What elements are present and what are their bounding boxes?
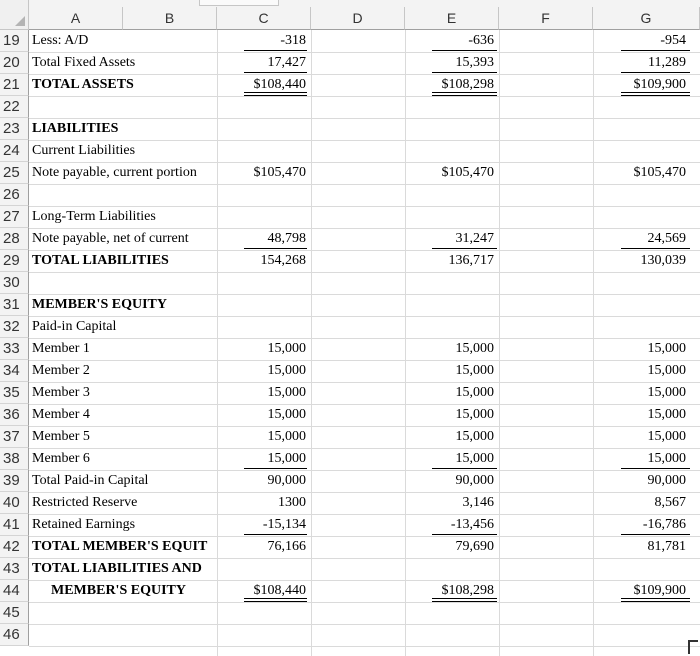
row-gridline — [29, 646, 700, 647]
row-gridline — [29, 602, 700, 603]
accounting-underline — [432, 72, 497, 73]
row-header-33[interactable]: 33 — [0, 338, 29, 360]
ribbon-edge — [29, 0, 700, 7]
cell-value-e[interactable]: 15,000 — [455, 429, 494, 444]
cell-value-e[interactable]: $108,298 — [441, 583, 494, 598]
row-header-41[interactable]: 41 — [0, 514, 29, 536]
row-header-44[interactable]: 44 — [0, 580, 29, 602]
cell-value-g[interactable]: 8,567 — [654, 495, 686, 510]
row-header-22[interactable]: 22 — [0, 96, 29, 118]
row-gridline — [29, 206, 700, 207]
accounting-underline — [244, 468, 307, 469]
cell-value-c[interactable]: 15,000 — [267, 407, 306, 422]
row-header-39[interactable]: 39 — [0, 470, 29, 492]
cell-value-c[interactable]: 15,000 — [267, 385, 306, 400]
row-gridline — [29, 140, 700, 141]
row-header-42[interactable]: 42 — [0, 536, 29, 558]
row-header-23[interactable]: 23 — [0, 118, 29, 140]
row-header-31[interactable]: 31 — [0, 294, 29, 316]
cell-value-g[interactable]: 15,000 — [647, 429, 686, 444]
column-header-d[interactable]: D — [311, 7, 405, 30]
cell-label[interactable]: Total Paid-in Capital — [32, 473, 149, 488]
row-gridline — [29, 470, 700, 471]
accounting-underline — [432, 248, 497, 249]
row-gridline — [29, 228, 700, 229]
cell-value-c[interactable]: 15,000 — [267, 451, 306, 466]
cell-value-c[interactable]: $108,440 — [253, 583, 306, 598]
cell-value-g[interactable]: -16,786 — [642, 517, 686, 532]
cell-value-g[interactable]: 11,289 — [648, 55, 686, 70]
cell-value-c[interactable]: $105,470 — [253, 165, 306, 180]
row-gridline — [29, 426, 700, 427]
cell-value-e[interactable]: 15,000 — [455, 407, 494, 422]
cell-value-g[interactable]: 15,000 — [647, 363, 686, 378]
row-header-36[interactable]: 36 — [0, 404, 29, 426]
row-header-20[interactable]: 20 — [0, 52, 29, 74]
accounting-underline — [621, 248, 690, 249]
row-gridline — [29, 316, 700, 317]
cell-value-c[interactable]: 17,427 — [267, 55, 306, 70]
cell-value-c[interactable]: 90,000 — [267, 473, 306, 488]
row-gridline — [29, 492, 700, 493]
cell-value-e[interactable]: -636 — [468, 33, 494, 48]
accounting-underline — [432, 468, 497, 469]
cell-value-g[interactable]: 90,000 — [647, 473, 686, 488]
cell-label[interactable]: Total Fixed Assets — [32, 55, 136, 70]
cell-value-c[interactable]: -15,134 — [262, 517, 306, 532]
row-gridline — [29, 74, 700, 75]
row-header-25[interactable]: 25 — [0, 162, 29, 184]
double-underline — [621, 598, 690, 602]
row-gridline — [29, 558, 700, 559]
cell-label[interactable]: Retained Earnings — [32, 517, 136, 532]
accounting-underline — [432, 534, 497, 535]
column-gridline — [311, 30, 312, 656]
cell-value-e[interactable]: 15,000 — [455, 385, 494, 400]
column-header-f[interactable]: F — [499, 7, 593, 30]
row-header-29[interactable]: 29 — [0, 250, 29, 272]
ribbon-tab-edge — [199, 0, 279, 6]
row-header-35[interactable]: 35 — [0, 382, 29, 404]
accounting-underline — [244, 534, 307, 535]
cell-value-e[interactable]: 15,393 — [455, 55, 494, 70]
select-all-button[interactable] — [0, 0, 29, 30]
cell-value-e[interactable]: $108,298 — [441, 77, 494, 92]
row-gridline — [29, 162, 700, 163]
row-header-19[interactable]: 19 — [0, 30, 29, 52]
row-header-40[interactable]: 40 — [0, 492, 29, 514]
cell-label[interactable]: Member 6 — [32, 451, 90, 466]
row-header-21[interactable]: 21 — [0, 74, 29, 96]
row-header-24[interactable]: 24 — [0, 140, 29, 162]
select-all-triangle-icon — [15, 16, 25, 26]
double-underline — [244, 92, 307, 96]
cell-label[interactable]: Paid-in Capital — [32, 319, 117, 334]
cell-label[interactable]: TOTAL MEMBER'S EQUIT — [32, 539, 208, 554]
row-gridline — [29, 404, 700, 405]
accounting-underline — [621, 534, 690, 535]
row-gridline — [29, 514, 700, 515]
double-underline — [432, 598, 497, 602]
row-header-37[interactable]: 37 — [0, 426, 29, 448]
cell-value-g[interactable]: $105,470 — [633, 165, 686, 180]
row-gridline — [29, 360, 700, 361]
cell-value-e[interactable]: 15,000 — [455, 341, 494, 356]
row-gridline — [29, 272, 700, 273]
cell-label[interactable]: Long-Term Liabilities — [32, 209, 156, 224]
column-gridline — [499, 30, 500, 656]
cell-value-g[interactable]: 15,000 — [647, 385, 686, 400]
column-header-e[interactable]: E — [405, 7, 499, 30]
row-header-27[interactable]: 27 — [0, 206, 29, 228]
cell-value-e[interactable]: $105,470 — [441, 165, 494, 180]
cell-value-e[interactable]: 79,690 — [455, 539, 494, 554]
cell-value-c[interactable]: -318 — [280, 33, 306, 48]
row-gridline — [29, 536, 700, 537]
cell-value-c[interactable]: 154,268 — [260, 253, 306, 268]
cell-label[interactable]: Less: A/D — [32, 33, 89, 48]
cell-label[interactable]: Member 3 — [32, 385, 90, 400]
row-header-46[interactable]: 46 — [0, 624, 29, 646]
cell-value-c[interactable]: $108,440 — [253, 77, 306, 92]
cell-value-g[interactable]: 24,569 — [647, 231, 686, 246]
cell-label[interactable]: MEMBER'S EQUITY — [51, 583, 186, 598]
column-header-c[interactable]: C — [217, 7, 311, 30]
cell-label[interactable]: Member 1 — [32, 341, 90, 356]
column-header-a[interactable]: A — [29, 7, 123, 30]
cell-value-e[interactable]: 15,000 — [455, 451, 494, 466]
row-header-30[interactable]: 30 — [0, 272, 29, 294]
row-header-45[interactable]: 45 — [0, 602, 29, 624]
accounting-underline — [244, 50, 307, 51]
row-header-38[interactable]: 38 — [0, 448, 29, 470]
row-header-43[interactable]: 43 — [0, 558, 29, 580]
cell-value-g[interactable]: 81,781 — [647, 539, 686, 554]
cell-value-g[interactable]: $109,900 — [633, 77, 686, 92]
double-underline — [621, 92, 690, 96]
cell-value-c[interactable]: 15,000 — [267, 363, 306, 378]
cell-label[interactable]: Member 2 — [32, 363, 90, 378]
cell-value-e[interactable]: 3,146 — [462, 495, 494, 510]
row-gridline — [29, 624, 700, 625]
cell-value-e[interactable]: 136,717 — [448, 253, 494, 268]
row-header-26[interactable]: 26 — [0, 184, 29, 206]
cell-label[interactable]: Member 4 — [32, 407, 90, 422]
cell-label[interactable]: Member 5 — [32, 429, 90, 444]
row-header-28[interactable]: 28 — [0, 228, 29, 250]
row-gridline — [29, 580, 700, 581]
cell-label[interactable]: MEMBER'S EQUITY — [32, 297, 167, 312]
cell-value-c[interactable]: 48,798 — [267, 231, 306, 246]
cell-value-g[interactable]: 15,000 — [647, 451, 686, 466]
double-underline — [432, 92, 497, 96]
cell-value-e[interactable]: 90,000 — [455, 473, 494, 488]
cell-value-g[interactable]: 15,000 — [647, 407, 686, 422]
accounting-underline — [244, 248, 307, 249]
cell-value-e[interactable]: 31,247 — [455, 231, 494, 246]
cell-label[interactable]: TOTAL LIABILITIES AND — [32, 561, 202, 576]
row-gridline — [29, 96, 700, 97]
cell-value-e[interactable]: 15,000 — [455, 363, 494, 378]
cell-label[interactable]: Current Liabilities — [32, 143, 136, 158]
column-header-g[interactable]: G — [593, 7, 700, 30]
cell-value-g[interactable]: 130,039 — [640, 253, 686, 268]
row-gridline — [29, 52, 700, 53]
row-gridline — [29, 382, 700, 383]
row-gridline — [29, 250, 700, 251]
cell-label[interactable]: Note payable, current portion — [32, 165, 197, 180]
cell-label[interactable]: TOTAL LIABILITIES — [32, 253, 169, 268]
row-gridline — [29, 448, 700, 449]
row-gridline — [29, 184, 700, 185]
column-header-b[interactable]: B — [123, 7, 217, 30]
cell-label[interactable]: Restricted Reserve — [32, 495, 138, 510]
row-gridline — [29, 338, 700, 339]
row-header-32[interactable]: 32 — [0, 316, 29, 338]
row-gridline — [29, 118, 700, 119]
cell-value-c[interactable]: 1300 — [278, 495, 306, 510]
cell-value-g[interactable]: $109,900 — [633, 583, 686, 598]
cell-label[interactable]: TOTAL ASSETS — [32, 77, 134, 92]
accounting-underline — [621, 468, 690, 469]
accounting-underline — [621, 72, 690, 73]
cell-value-c[interactable]: 15,000 — [267, 429, 306, 444]
cell-label[interactable]: Note payable, net of current — [32, 231, 189, 246]
cell-value-g[interactable]: 15,000 — [647, 341, 686, 356]
cell-value-e[interactable]: -13,456 — [450, 517, 494, 532]
row-header-34[interactable]: 34 — [0, 360, 29, 382]
double-underline — [244, 598, 307, 602]
cell-label[interactable]: LIABILITIES — [32, 121, 119, 136]
accounting-underline — [432, 50, 497, 51]
cell-value-c[interactable]: 15,000 — [267, 341, 306, 356]
cell-value-g[interactable]: -954 — [660, 33, 686, 48]
cell-value-c[interactable]: 76,166 — [267, 539, 306, 554]
scroll-corner-icon[interactable] — [688, 640, 698, 654]
accounting-underline — [621, 50, 690, 51]
accounting-underline — [244, 72, 307, 73]
row-gridline — [29, 294, 700, 295]
